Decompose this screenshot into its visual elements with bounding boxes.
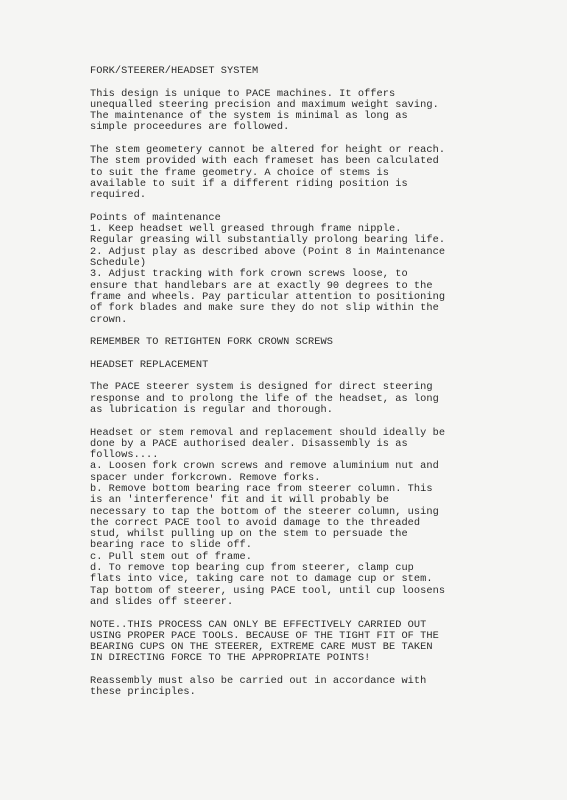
document-title: FORK/STEERER/HEADSET SYSTEM: [90, 65, 259, 77]
tools-warning-note: NOTE..THIS PROCESS CAN ONLY BE EFFECTIVELY CARRIED OUT USING PROPER PACE TOOLS. BECAUSE OF THE TIGHT FIT OF THE BEARING CUPS ON THE STEERER, EXTREME CARE MUST BE TAKEN IN DIRECTING FORCE TO THE APPROPRIATE POINTS!: [90, 618, 439, 665]
reassembly-paragraph: Reassembly must also be carried out in accordance with these principles.: [90, 675, 427, 699]
document-body: [90, 66, 550, 710]
intro-paragraph: This design is unique to PACE machines. It offers unequalled steering precision and maximum weight saving. The maintenance of the system is minimal as long as simple proceedures are followed.: [90, 87, 439, 134]
section-heading-headset: HEADSET REPLACEMENT: [90, 358, 209, 371]
stem-geometry-paragraph: The stem geometery cannot be altered for height or reach. The stem provided with each frameset has been calculated to suit the frame geometry. A choice of stems is available to suit if a different riding position is required.: [90, 144, 446, 202]
steerer-system-paragraph: The PACE steerer system is designed for direct steering response and to prolong the life of the headset, as long as lubrication is regular and thorough.: [90, 381, 439, 416]
maintenance-points: Points of maintenance 1. Keep headset well greased through frame nipple. Regular greasing will substantially prolong bearing life. 2. Adjust play as described above (Point 8 in Maintenance Schedule) 3. Adjust tracking with fork crown screws loose, to ensure that handlebars are at exactly 90 degrees to the frame and wheels. Pay particular attention to positioning of fork blades and make sure they do not slip within the crown.: [90, 211, 446, 326]
disassembly-steps: Headset or stem removal and replacement should ideally be done by a PACE authorised dealer. Disassembly is as follows.... a. Loosen fork crown screws and remove aluminium nut and spacer under forkcrown. Remove forks. b. Remove bottom bearing race from steerer column. This is an 'interference' fit and it will probably be necessary to tap the bottom of the steerer column, using the correct PACE tool to avoid damage to the threaded stud, whilst pulling up on the stem to persuade the bearing race to slide off. c. Pull stem out of frame. d. To remove top bearing cup from steerer, clamp cup flats into vice, taking care not to damage cup or stem. Tap bottom of steerer, using PACE tool, until cup loosens and slides off steerer.: [90, 426, 446, 608]
retighten-reminder: REMEMBER TO RETIGHTEN FORK CROWN SCREWS: [90, 336, 333, 349]
